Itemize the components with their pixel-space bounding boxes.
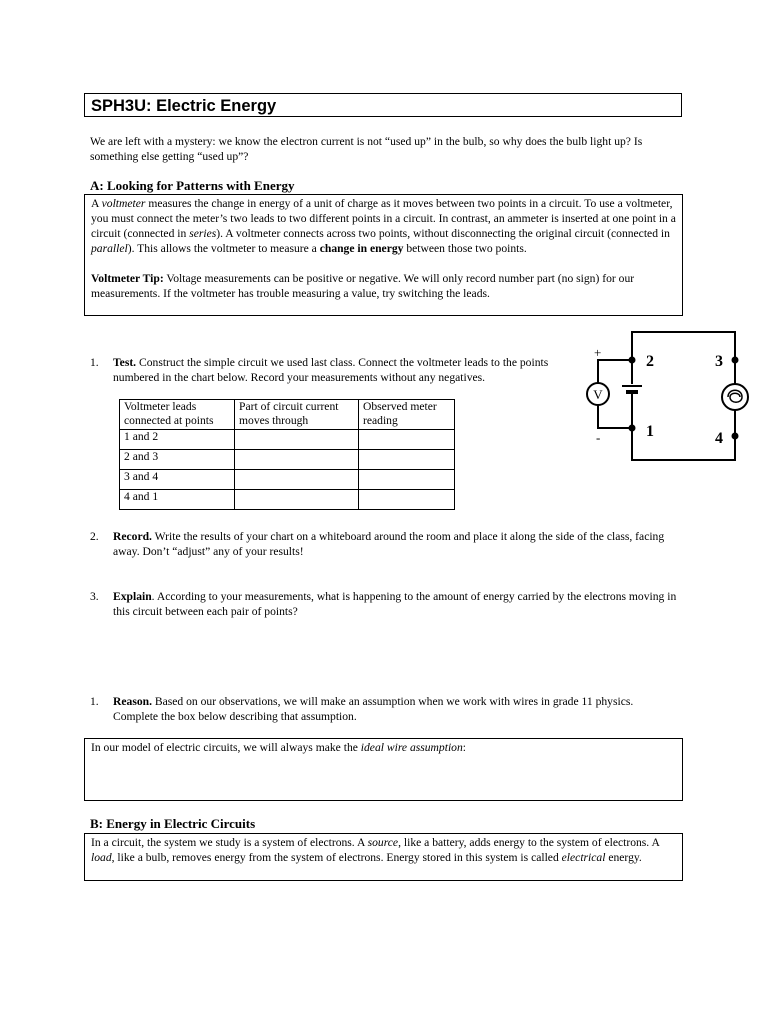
tip-label: Voltmeter Tip: [91, 272, 164, 285]
point-label-4: 4 [715, 430, 723, 447]
node-2 [629, 357, 636, 364]
table-row [120, 430, 455, 450]
page-title: SPH3U: Electric Energy [91, 97, 277, 115]
table-header-cell: Voltmeter leads connected at points [120, 400, 235, 430]
measurement-table [119, 399, 455, 510]
voltmeter-lead-bottom [598, 404, 632, 428]
table-cell[interactable] [359, 450, 455, 470]
table-cell: 3 and 4 [120, 470, 235, 490]
table-cell[interactable] [359, 430, 455, 450]
voltmeter-tip: Voltmeter Tip: Voltage measurements can be positive or negative. We will only record number part (no sign) for our measurements. If the voltmeter has trouble measuring a value, try switching the leads. [91, 272, 635, 300]
energy-info-box [84, 833, 683, 881]
table-cell: 2 and 3 [120, 450, 235, 470]
table-cell: 1 and 2 [120, 430, 235, 450]
table-cell[interactable] [235, 430, 359, 450]
ideal-wire-answer-box[interactable] [84, 738, 683, 801]
section-b-heading: B: Energy in Electric Circuits [90, 816, 256, 831]
plus-label: + [594, 345, 602, 360]
table-cell[interactable] [235, 490, 359, 510]
bulb-icon [722, 384, 748, 410]
table-row [120, 470, 455, 490]
table-cell: 4 and 1 [120, 490, 235, 510]
table-cell[interactable] [235, 450, 359, 470]
circuit-diagram [580, 326, 750, 466]
table-row [120, 450, 455, 470]
table-cell[interactable] [235, 470, 359, 490]
table-header-cell: Observed meter reading [359, 400, 455, 430]
table-header-cell: Part of circuit current moves through [235, 400, 359, 430]
table-row [120, 490, 455, 510]
ideal-wire-prompt: In our model of electric circuits, we will always make the ideal wire assumption: [91, 741, 466, 754]
node-3 [732, 357, 739, 364]
point-label-3: 3 [715, 353, 723, 370]
voltmeter-info-box [84, 194, 683, 316]
voltmeter-paragraph: A voltmeter measures the change in energy of a unit of charge as it moves between two points in a circuit. To use a voltmeter, you must connect the meter’s two leads to two different points in a circuit. In contrast, an ammeter is inserted at one point in a circuit (connected in series). A voltmeter connects across two points, without disconnecting the original circuit (connected in parallel). This allows the voltmeter to measure a change in energy between those two points. [91, 197, 676, 255]
node-1 [629, 425, 636, 432]
intro-paragraph: We are left with a mystery: we know the electron current is not “used up” in the bulb, so why does the bulb light up? Is something else getting “used up”? [90, 135, 643, 163]
minus-label: - [596, 430, 601, 445]
node-4 [732, 433, 739, 440]
voltmeter-lead-top [598, 360, 632, 384]
point-label-1: 1 [646, 423, 654, 440]
table-cell[interactable] [359, 470, 455, 490]
title-box [84, 93, 682, 117]
table-header-row [120, 400, 455, 430]
energy-paragraph: In a circuit, the system we study is a system of electrons. A source, like a battery, adds energy to the system of electrons. A load, like a bulb, removes energy from the system of electrons. Energy stored in this system is called electrical energy. [91, 836, 660, 864]
voltmeter-symbol: V [593, 387, 603, 402]
section-a-heading: A: Looking for Patterns with Energy [90, 178, 295, 193]
table-cell[interactable] [359, 490, 455, 510]
point-label-2: 2 [646, 353, 654, 370]
